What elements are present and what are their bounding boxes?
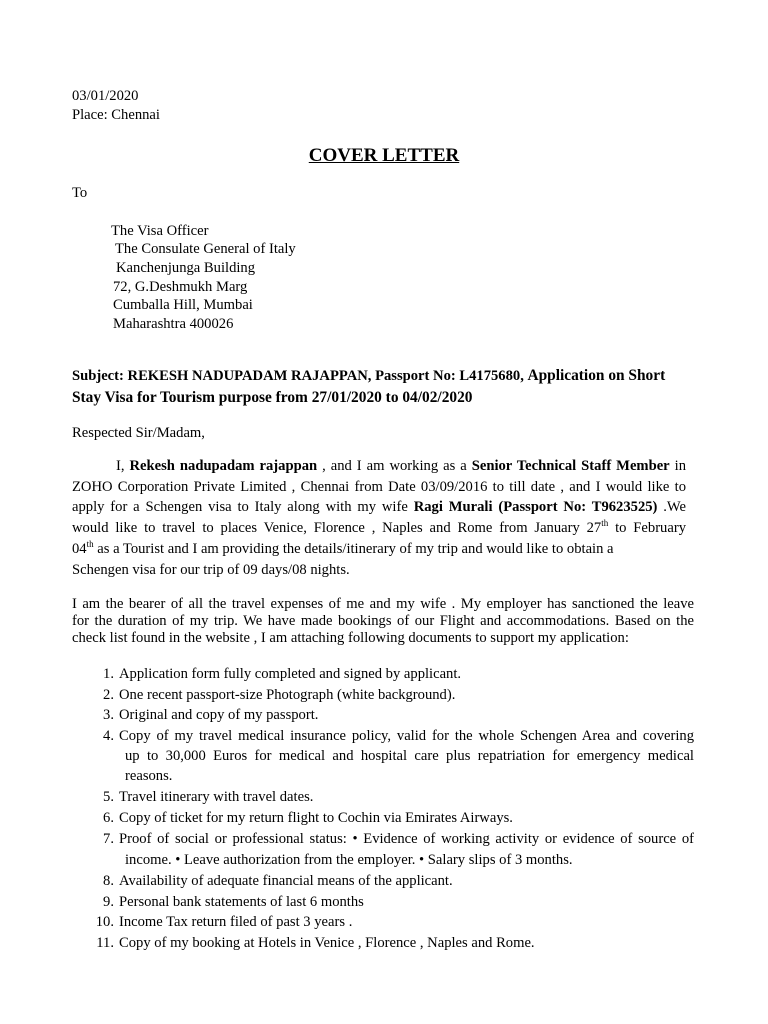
list-item: Travel itinerary with travel dates. — [119, 789, 314, 805]
list-item: Copy of ticket for my return flight to Cochin via Emirates Airways. — [119, 810, 513, 826]
list-item: up to 30,000 Euros for medical and hospital care plus repatriation for emergency medical — [125, 748, 694, 764]
spouse-name: Ragi Murali (Passport No: T9623525) — [413, 499, 658, 515]
address-line: Kanchenjunga Building — [116, 260, 256, 276]
address-line: Maharashtra 400026 — [113, 316, 234, 332]
list-item: Income Tax return filed of past 3 years . — [119, 914, 353, 930]
list-item: Proof of social or professional status: • Evidence of working activity or evidence of source of — [119, 831, 694, 847]
subject-text: Stay Visa for Tourism purpose from 27/01/2020 to 04/02/2020 — [72, 389, 473, 406]
list-item: reasons. — [125, 768, 173, 784]
letter-place: Place: Chennai — [72, 107, 160, 123]
salutation-to: To — [72, 185, 88, 201]
list-item: Original and copy of my passport. — [119, 707, 319, 723]
applicant-role: Senior Technical Staff Member — [471, 458, 670, 474]
applicant-name: Rekesh nadupadam rajappan — [129, 458, 318, 474]
subject-text: Application on Short — [527, 367, 666, 384]
address-line: The Consulate General of Italy — [115, 241, 296, 257]
address-line: Cumballa Hill, Mumbai — [113, 297, 253, 313]
list-item: income. • Leave authorization from the employer. • Salary slips of 3 months. — [125, 852, 573, 868]
list-item: Application form fully completed and signed by applicant. — [119, 666, 462, 682]
address-line: 72, G.Deshmukh Marg — [113, 279, 248, 295]
address-line: The Visa Officer — [111, 223, 209, 239]
letter-page: 03/01/2020 Place: Chennai COVER LETTER To The Visa Officer The Consulate General of Italy Kanchenjunga Building 72, G.Deshmukh Marg Cumballa Hill, Mumbai Maharashtra 400026 Subject: REKESH NADUPADAM RAJAPPAN, Passport No: L4175680, Application on Short Stay Visa for Tourism purpose from 27/01/2020 to 04/02/2020 Respected Sir/Madam, I, Rekesh nadupadam rajappan , and I am working as a Senior Technical Staff Member in ZOHO Corporation Private Limited , Chennai from Date 03/09/2016 to till date , and I would like to apply for a Schengen visa to Italy along with my wife Ragi Murali (Passport No: T9623525) .We would like to travel to places Venice, Florence , Naples and Rome from January 27th to February 04th as a Tourist and I am providing the details/itinerary of my trip and would like to obtain a Schengen visa for our trip of 09 days/08 nights. I am the bearer of all the travel expenses of me and my wife . My employer has sanctioned the leave for the duration of my trip. We have made bookings of our Flight and accommodations. Based on the check list found in the website , I am attaching following documents to support my application: 1. Application form fully completed and signed by applicant. 2. One recent passport-size Photograph (white background). 3. Original and copy of my passport. 4. Copy of my travel medical insurance policy, valid for the whole Schengen Area and covering up to 30,000 Euros for medical and hospital care plus repatriation for emergency medical reasons. 5. Travel itinerary with travel dates. 6. Copy of ticket for my return flight to Cochin via Emirates Airways. 7. Proof of social or professional status: • Evidence of working activity or evidence of source of income. • Leave authorization from the employer. • Salary slips of 3 months. 8. Availability of adequate financial means of the applicant. 9. Personal bank statements of last 6 months 10. Income Tax return filed of past 3 years . 11. Copy of my booking at Hotels in Venice , Florence , Naples and Rome. — [0, 0, 768, 1024]
greeting: Respected Sir/Madam, — [72, 425, 205, 441]
letter-date: 03/01/2020 — [72, 88, 139, 104]
subject-text: Subject: REKESH NADUPADAM RAJAPPAN, Passport No: L4175680, — [72, 368, 524, 384]
list-item: Personal bank statements of last 6 months — [119, 894, 364, 910]
list-item: Copy of my booking at Hotels in Venice , Florence , Naples and Rome. — [119, 935, 535, 951]
list-item: Availability of adequate financial means of the applicant. — [119, 873, 453, 889]
list-item: One recent passport-size Photograph (white background). — [119, 687, 456, 703]
page-title: COVER LETTER — [308, 145, 460, 166]
list-item: Copy of my travel medical insurance policy, valid for the whole Schengen Area and covering — [119, 728, 694, 744]
